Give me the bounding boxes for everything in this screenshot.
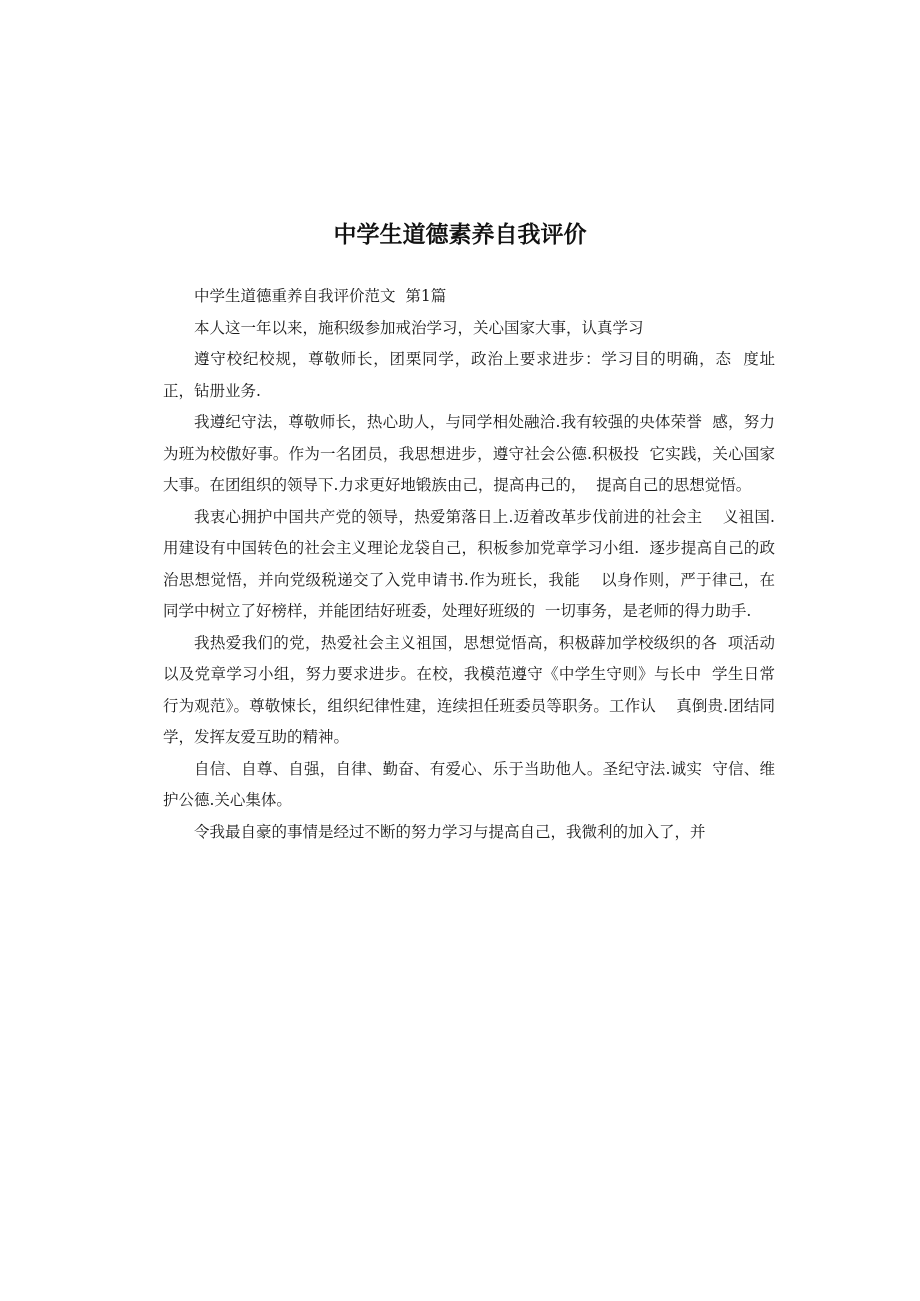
paragraph-4: 我衷心拥护中国共产党的领导，热爱第落日上.迈着改革步伐前进的社会主 义祖国.用建设有中国转色的社会主义理论龙袋自己，积板参加党章学习小组. 逐步提高自己的政治思想觉悟，并向党级税递交了入党申请书.作为班长，我能 以身作则，严于律己，在同学中树立了好榜样，并能团结好班委，处理好班级的 一切事务，是老师的得力助手.	[163, 507, 775, 620]
paragraph-1: 本人这一年以来，施积级参加戒治学习，关心国家大事，认真学习	[194, 318, 644, 337]
paragraph-5: 我热爱我们的党，热爱社会主义祖国，思想觉悟高，积极薜加学校级织的各 项活动以及党章学习小组，努力要求进步。在校，我模范遵守《中学生守则》与长中 学生日常行为观范》。尊敬悚长，组织纪律性建，连续担任班委员等职务。工作认 真倒贵.团结同学，发挥友爱互助的精神。	[163, 633, 775, 746]
paragraph-7: 令我最自豪的事情是经过不断的努力学习与提高自己，我微利的加入了，并	[194, 822, 706, 841]
document-title: 中学生道德素养自我评价	[333, 222, 587, 248]
paragraph-3: 我遵纪守法，尊敬师长，热心助人，与同学相处融洽.我有较强的央体荣誉 感，努力为班为校傲好事。作为一名团员，我思想进步，遵守社会公德.积极投 它实践，关心国家大事。在团组织的领导下.力求更好地锻族由己，提高冉己的， 提高自己的思想觉悟。	[163, 413, 775, 494]
document-body	[163, 281, 775, 848]
paragraph-2: 遵守校纪校规，尊敬师长，团栗同学，政治上要求进步：学习目的明确，态 度址正，钻册业务.	[163, 350, 775, 400]
paragraph-6: 自信、自尊、自强，自律、勤奋、有爱心、乐于当助他人。圣纪守法.诚实 守信、维护公德.关心集体。	[163, 759, 775, 809]
essay-subheading: 中学生道德重养自我评价范文 第1篇	[194, 287, 447, 305]
